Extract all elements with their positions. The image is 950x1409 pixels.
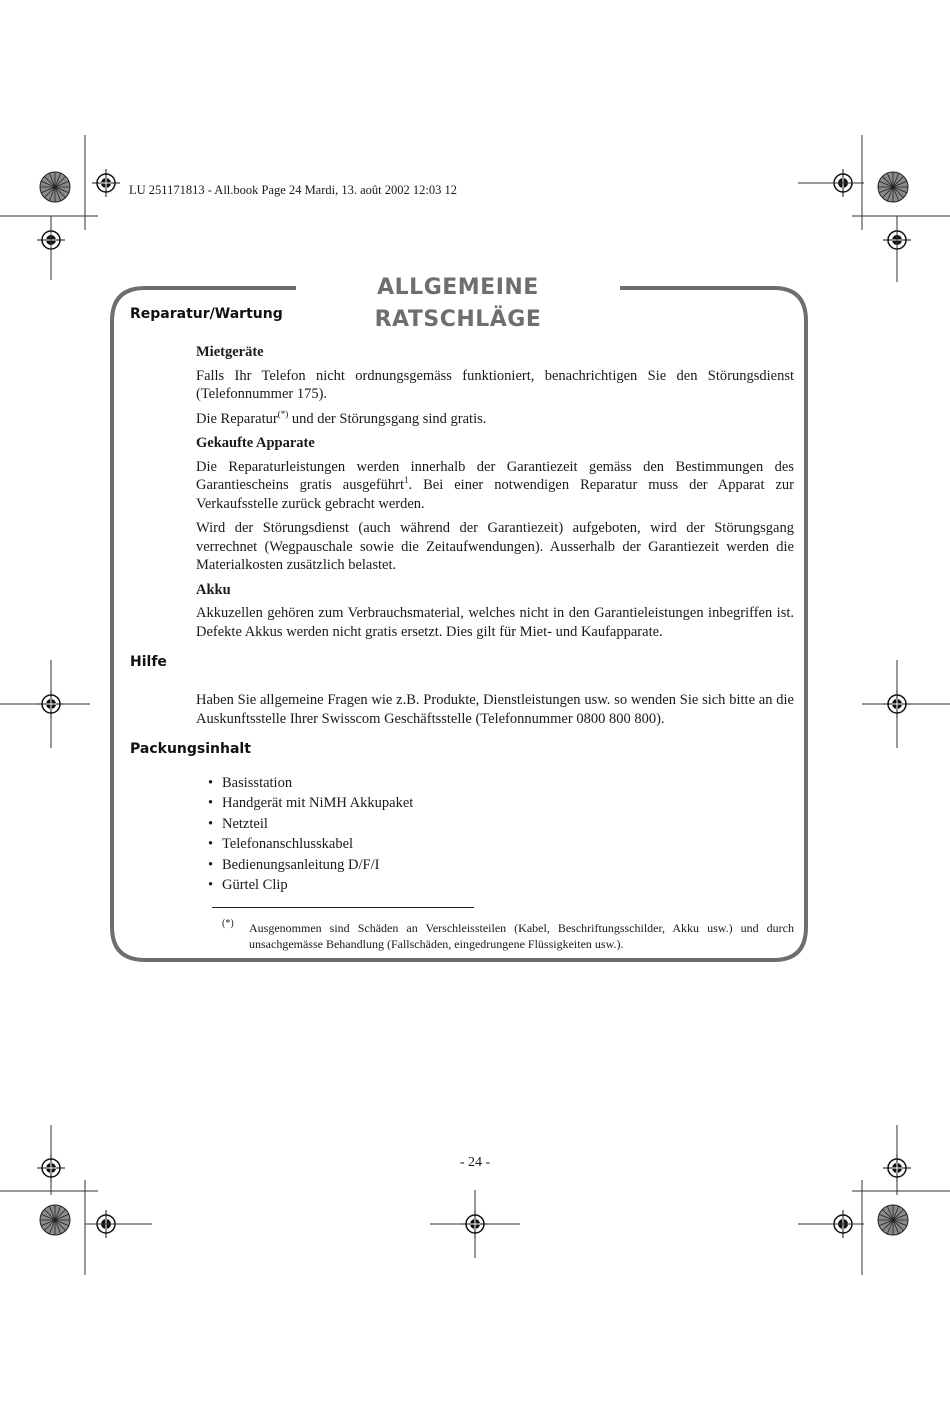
bullet-icon: • xyxy=(208,775,214,791)
footnote-reference: (*) xyxy=(277,408,289,419)
list-item-label: Telefonanschlusskabel xyxy=(222,836,354,853)
footnote-mark: (*) xyxy=(222,918,234,929)
section-title: ALLGEMEINE RATSCHLÄGE xyxy=(300,272,616,336)
section-packung xyxy=(196,773,794,895)
bullet-icon: • xyxy=(208,876,214,893)
list-item-label: Handgerät mit NiMH Akkupaket xyxy=(222,795,414,812)
subheading-mietgeraete: Mietgeräte xyxy=(196,344,264,360)
section-reparatur xyxy=(196,343,794,647)
list-item xyxy=(196,793,794,813)
text-run: Die Reparaturleistungen werden innerhalb der Garantiezeit gemäss den Bestimmungen des Garantiescheins gratis ausgeführt xyxy=(196,458,794,493)
list-item xyxy=(196,855,794,875)
list-item-label: Basisstation xyxy=(222,775,293,791)
footnote-text: Ausgenommen sind Schäden an Verschleissteilen (Kabel, Beschriftungsschilder, Akku usw.) und durch unsachgemässe Behandlung (Fallschäden, eingedrungene Flüssigkeiten usw.). xyxy=(249,921,794,951)
subheading-gekaufte: Gekaufte Apparate xyxy=(196,435,315,451)
paragraph-akku: Akkuzellen gehören zum Verbrauchsmaterial, welches nicht in den Garantieleistungen inbegriffen ist. Defekte Akkus werden nicht gratis ersetzt. Dies gilt für Miet- und Kaufapparate. xyxy=(196,605,794,640)
heading-packung: Packungsinhalt xyxy=(130,741,251,757)
subheading-akku: Akku xyxy=(196,581,231,598)
bullet-icon: • xyxy=(208,856,214,873)
package-contents-list xyxy=(196,773,794,895)
list-item-label: Netzteil xyxy=(222,815,268,832)
footnote-divider xyxy=(212,907,474,908)
heading-reparatur: Reparatur/Wartung xyxy=(130,306,283,322)
text-run: und der Störungsgang sind gratis. xyxy=(288,410,487,427)
page-number: - 24 - xyxy=(459,1155,491,1170)
heading-hilfe: Hilfe xyxy=(130,654,167,670)
section-hilfe xyxy=(196,691,794,734)
list-item xyxy=(196,814,794,834)
list-item xyxy=(196,773,794,793)
list-item xyxy=(196,834,794,854)
list-item-label: Gürtel Clip xyxy=(222,876,288,893)
list-item xyxy=(196,875,794,895)
footnote-reference: 1 xyxy=(404,475,409,486)
text-run: . Bei einer notwendigen Reparatur muss der Apparat zur Verkaufsstelle zurück gebracht werden. xyxy=(196,477,794,512)
paragraph-mietgeraete-1: Falls Ihr Telefon nicht ordnungsgemäss funktioniert, benachrichtigen Sie den Störungsdienst (Telefonnummer 175). xyxy=(196,367,794,402)
bullet-icon: • xyxy=(208,815,214,832)
paragraph-mietgeraete-2 xyxy=(196,410,794,429)
bullet-icon: • xyxy=(208,836,214,853)
paragraph-hilfe: Haben Sie allgemeine Fragen wie z.B. Produkte, Dienstleistungen usw. so wenden Sie sich bitte an die Auskunftsstelle Ihrer Swisscom Geschäftsstelle (Telefonnummer 0800 800 800). xyxy=(196,692,794,727)
print-header: LU 251171813 - All.book Page 24 Mardi, 13. août 2002 12:03 12 xyxy=(129,183,457,197)
bullet-icon: • xyxy=(208,795,214,812)
text-run: Die Reparatur xyxy=(196,410,278,427)
paragraph-gekaufte-1 xyxy=(196,458,794,514)
list-item-label: Bedienungsanleitung D/F/I xyxy=(222,856,380,873)
paragraph-gekaufte-2: Wird der Störungsdienst (auch während der Garantiezeit) aufgeboten, wird der Störungsgang verrechnet (Wegpauschale sowie die Zeitaufwendungen). Ausserhalb der Garantiezeit werden die Materialkosten zusätzlich belastet. xyxy=(196,520,794,573)
